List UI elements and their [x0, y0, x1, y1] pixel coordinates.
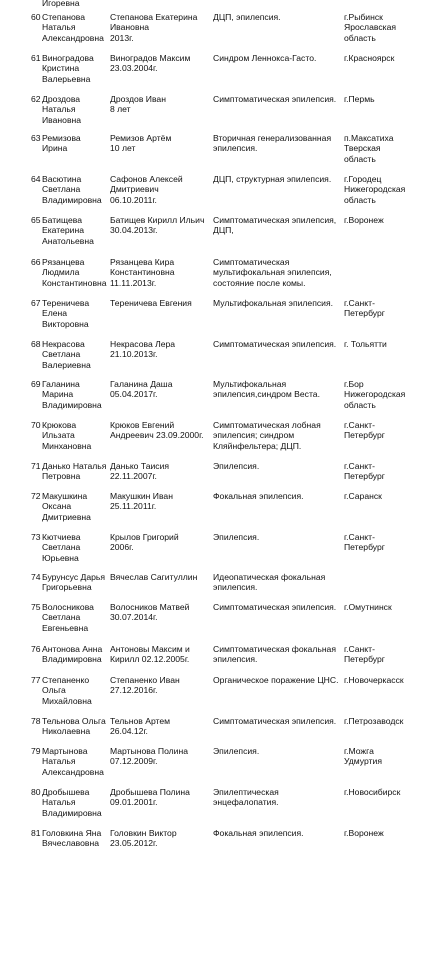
city: г.Пермь [344, 94, 375, 104]
child-name: Галанина Даша 05.04.2017г. [110, 379, 173, 400]
diagnosis: Симптоматическая эпилепсия. [213, 94, 337, 104]
mother-name: Галанина Марина Владимировна [42, 379, 102, 410]
child-name: Данько Таисия 22.11.2007г. [110, 461, 170, 482]
child-name: Сафонов Алексей Дмитриевич 06.10.2011г. [110, 174, 183, 205]
row-number: 64 [31, 174, 41, 184]
row-number: 63 [31, 133, 41, 143]
mother-name: Крюкова Ильзата Минхановна [42, 420, 92, 451]
diagnosis: Вторичная генерализованная эпилепсия. [213, 133, 332, 154]
child-name: Мартынова Полина 07.12.2009г. [110, 746, 189, 767]
mother-name: Ремизова Ирина [42, 133, 81, 154]
child-name: Вячеслав Сагитуллин [110, 572, 198, 582]
child-name: Батищев Кирилл Ильич 30.04.2013г. [110, 215, 205, 236]
diagnosis: Мультифокальная эпилепсия,синдром Веста. [213, 379, 320, 400]
diagnosis: ДЦП, эпилепсия. [213, 12, 281, 22]
mother-name: Мартынова Наталья Александровна [42, 746, 104, 777]
row-number: 77 [31, 675, 41, 685]
diagnosis: Фокальная эпилепсия. [213, 828, 304, 838]
diagnosis: Фокальная эпилепсия. [213, 491, 304, 501]
city: г.Городец Нижегородская область [344, 174, 406, 205]
row-number: 69 [31, 379, 41, 389]
child-name: Волосников Матвей 30.07.2014г. [110, 602, 190, 623]
child-name: Рязанцева Кира Константиновна 11.11.2013г. [110, 257, 175, 288]
city: п.Максатиха Тверская область [344, 133, 394, 164]
child-name: Головкин Виктор 23.05.2012г. [110, 828, 177, 849]
mother-name: Головкина Яна Вячеславовна [42, 828, 102, 849]
city: г.Новочеркасск [344, 675, 404, 685]
diagnosis: Симптоматическая фокальная эпилепсия. [213, 644, 336, 665]
mother-name: Антонова Анна Владимировна [42, 644, 103, 665]
row-number: 70 [31, 420, 41, 430]
city: г.Новосибирск [344, 787, 401, 797]
mother-name: Степанова Наталья Александровна [42, 12, 104, 43]
child-name: Степаненко Иван 27.12.2016г. [110, 675, 180, 696]
child-name: Виноградов Максим 23.03.2004г. [110, 53, 191, 74]
mother-name: Некрасова Светлана Валериевна [42, 339, 91, 370]
mother-name: Рязанцева Людмила Константиновна [42, 257, 107, 288]
city: г.Можга Удмуртия [344, 746, 382, 767]
diagnosis: Симптоматическая эпилепсия, ДЦП, [213, 215, 337, 236]
row-number: 67 [31, 298, 41, 308]
row-number: 79 [31, 746, 41, 756]
child-name: Дробышева Полина 09.01.2001г. [110, 787, 190, 808]
row-number: 65 [31, 215, 41, 225]
mother-name: Волосникова Светлана Евгеньевна [42, 602, 94, 633]
row-number: 72 [31, 491, 41, 501]
row-number: 81 [31, 828, 41, 838]
city: г.Санкт- Петербург [344, 461, 385, 482]
city: г.Санкт- Петербург [344, 644, 385, 665]
child-name: Дроздов Иван 8 лет [110, 94, 166, 115]
mother-name: Дробышева Наталья Владимировна [42, 787, 102, 818]
child-name: Ремизов Артём 10 лет [110, 133, 172, 154]
previous-row-fragment: Игоревна [42, 0, 80, 8]
row-number: 74 [31, 572, 41, 582]
city: г.Петрозаводск [344, 716, 404, 726]
city: г.Воронеж [344, 828, 384, 838]
row-number: 66 [31, 257, 41, 267]
child-name: Тереничева Евгения [110, 298, 192, 308]
child-name: Крюков Евгений Андреевич 23.09.2000г. [110, 420, 204, 441]
city: г. Тольятти [344, 339, 387, 349]
mother-name: Виноградова Кристина Валерьевна [42, 53, 94, 84]
city: г.Рыбинск Ярославская область [344, 12, 397, 43]
row-number: 61 [31, 53, 41, 63]
diagnosis: Эпилепсия. [213, 461, 260, 471]
mother-name: Васютина Светлана Владимировна [42, 174, 102, 205]
diagnosis: ДЦП, структурная эпилепсия. [213, 174, 332, 184]
row-number: 73 [31, 532, 41, 542]
row-number: 76 [31, 644, 41, 654]
mother-name: Тереничева Елена Викторовна [42, 298, 90, 329]
mother-name: Степаненко Ольга Михайловна [42, 675, 92, 706]
city: г.Омутнинск [344, 602, 392, 612]
row-number: 62 [31, 94, 41, 104]
row-number: 80 [31, 787, 41, 797]
mother-name: Кютчиева Светлана Юрьевна [42, 532, 81, 563]
diagnosis: Эпилепсия. [213, 532, 260, 542]
diagnosis: Симптоматическая эпилепсия. [213, 716, 337, 726]
child-name: Макушкин Иван 25.11.2011г. [110, 491, 173, 512]
diagnosis: Симптоматическая эпилепсия. [213, 339, 337, 349]
city: г.Красноярск [344, 53, 395, 63]
mother-name: Тельнова Ольга Николаевна [42, 716, 106, 737]
child-name: Крылов Григорий 2006г. [110, 532, 179, 553]
diagnosis: Мультифокальная эпилепсия. [213, 298, 333, 308]
child-name: Некрасова Лера 21.10.2013г. [110, 339, 176, 360]
diagnosis: Органическое поражение ЦНС. [213, 675, 339, 685]
diagnosis: Симптоматическая эпилепсия. [213, 602, 337, 612]
diagnosis: Идеопатическая фокальная эпилепсия. [213, 572, 326, 593]
mother-name: Макушкина Оксана Дмитриевна [42, 491, 91, 522]
child-name: Антоновы Максим и Кирилл 02.12.2005г. [110, 644, 190, 665]
city: г.Саранск [344, 491, 382, 501]
city: г.Бор Нижегородская область [344, 379, 406, 410]
mother-name: Данько Наталья Петровна [42, 461, 107, 482]
diagnosis: Эпилептическая энцефалопатия. [213, 787, 279, 808]
city: г.Санкт- Петербург [344, 298, 385, 319]
child-name: Степанова Екатерина Ивановна 2013г. [110, 12, 198, 43]
row-number: 60 [31, 12, 41, 22]
diagnosis: Синдром Леннокса-Гасто. [213, 53, 317, 63]
row-number: 75 [31, 602, 41, 612]
city: г.Санкт- Петербург [344, 420, 385, 441]
city: г.Санкт- Петербург [344, 532, 385, 553]
mother-name: Бурунсус Дарья Григорьевна [42, 572, 106, 593]
mother-name: Дроздова Наталья Ивановна [42, 94, 82, 125]
city: г.Воронеж [344, 215, 384, 225]
diagnosis: Симптоматическая мультифокальная эпилепсия, состояние после комы. [213, 257, 332, 288]
diagnosis: Эпилепсия. [213, 746, 260, 756]
child-name: Тельнов Артем 26.04.12г. [110, 716, 171, 737]
row-number: 78 [31, 716, 41, 726]
mother-name: Батищева Екатерина Анатольевна [42, 215, 94, 246]
row-number: 68 [31, 339, 41, 349]
row-number: 71 [31, 461, 41, 471]
diagnosis: Симптоматическая лобная эпилепсия; синдром Кляйнфельтера; ДЦП. [213, 420, 321, 451]
